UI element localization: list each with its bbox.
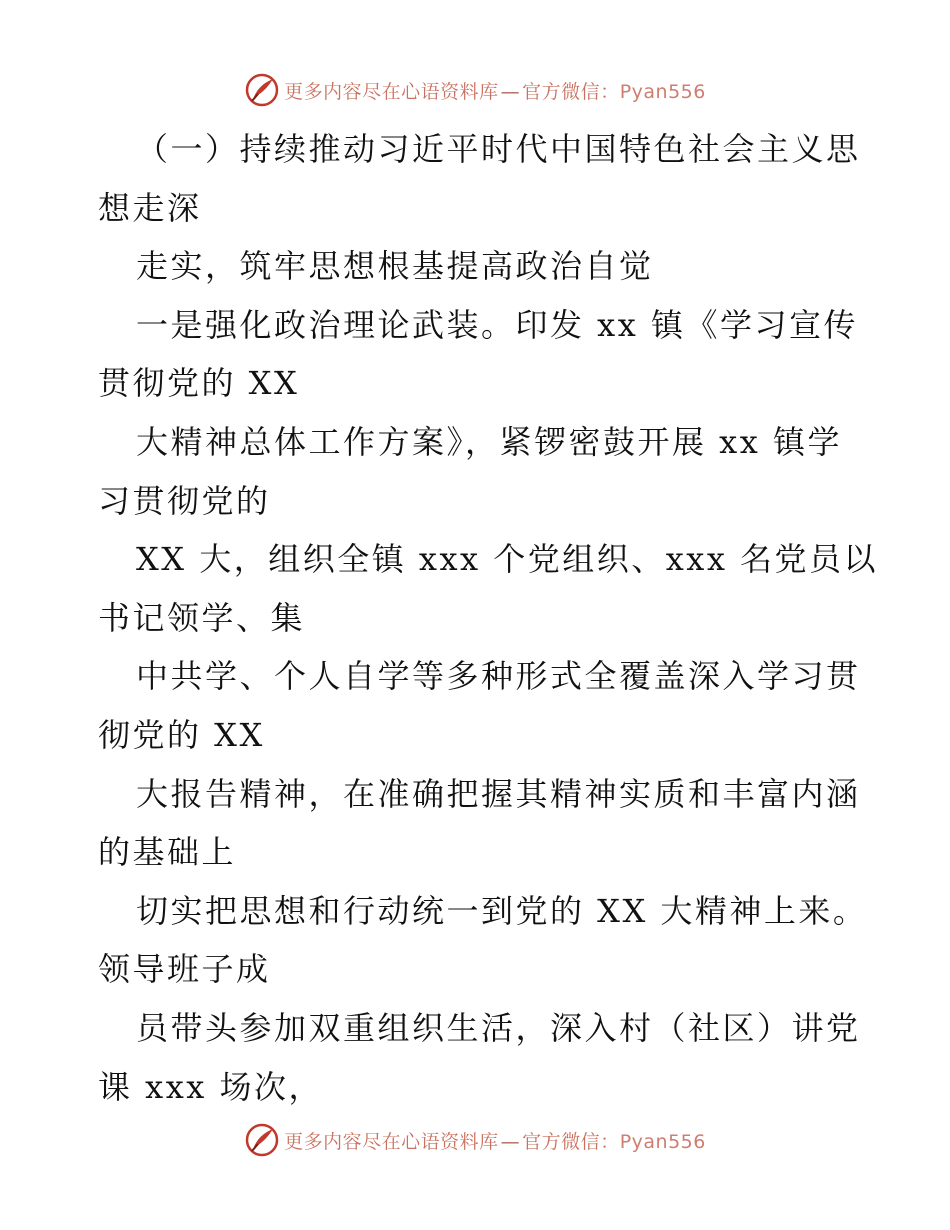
text-line: 切实把思想和行动统一到党的 XX 大精神上来。 [136, 891, 868, 930]
text-line: 习贯彻党的 [98, 481, 271, 520]
watermark-main-text: 更多内容尽在心语资料库 [284, 80, 499, 103]
watermark-separator: — [500, 1130, 521, 1153]
text-line: 走实，筑牢思想根基提高政治自觉 [136, 247, 654, 286]
text-line: （一）持续推动习近平时代中国特色社会主义思 [136, 130, 861, 168]
text-line: 中共学、个人自学等多种形式全覆盖深入学习贯 [136, 657, 861, 696]
watermark-wechat-id: Pyan556 [619, 80, 706, 103]
footer-watermark [0, 1120, 950, 1160]
text-line: XX 大，组织全镇 xxx 个党组织、xxx 名党员以 [136, 540, 879, 579]
text-line: 课 xxx 场次， [98, 1067, 323, 1106]
text-line: 大报告精神，在准确把握其精神实质和丰富内涵 [136, 774, 861, 813]
text-line: 书记领学、集 [98, 598, 306, 637]
text-line: 领导班子成 [98, 950, 271, 989]
text-line: 彻党的 XX [98, 715, 265, 754]
watermark-wechat-id: Pyan556 [619, 1130, 706, 1153]
watermark-separator: — [500, 80, 521, 103]
text-line: 贯彻党的 XX [98, 364, 300, 403]
document-body [98, 120, 879, 1116]
text-line: 员带头参加双重组织生活，深入村（社区）讲党 [136, 1008, 861, 1047]
feather-quill-logo-icon [244, 1122, 280, 1158]
watermark-main-text: 更多内容尽在心语资料库 [284, 1130, 499, 1153]
text-line: 一是强化政治理论武装。印发 xx 镇《学习宣传 [136, 305, 858, 344]
watermark-official-label: 官方微信： [522, 80, 620, 103]
watermark-official-label: 官方微信： [522, 1130, 620, 1153]
feather-quill-logo-icon [244, 72, 280, 108]
text-line: 大精神总体工作方案》，紧锣密鼓开展 xx 镇学 [136, 422, 842, 461]
text-line: 想走深 [98, 188, 202, 227]
header-watermark [0, 70, 950, 110]
text-line: 的基础上 [98, 833, 237, 872]
